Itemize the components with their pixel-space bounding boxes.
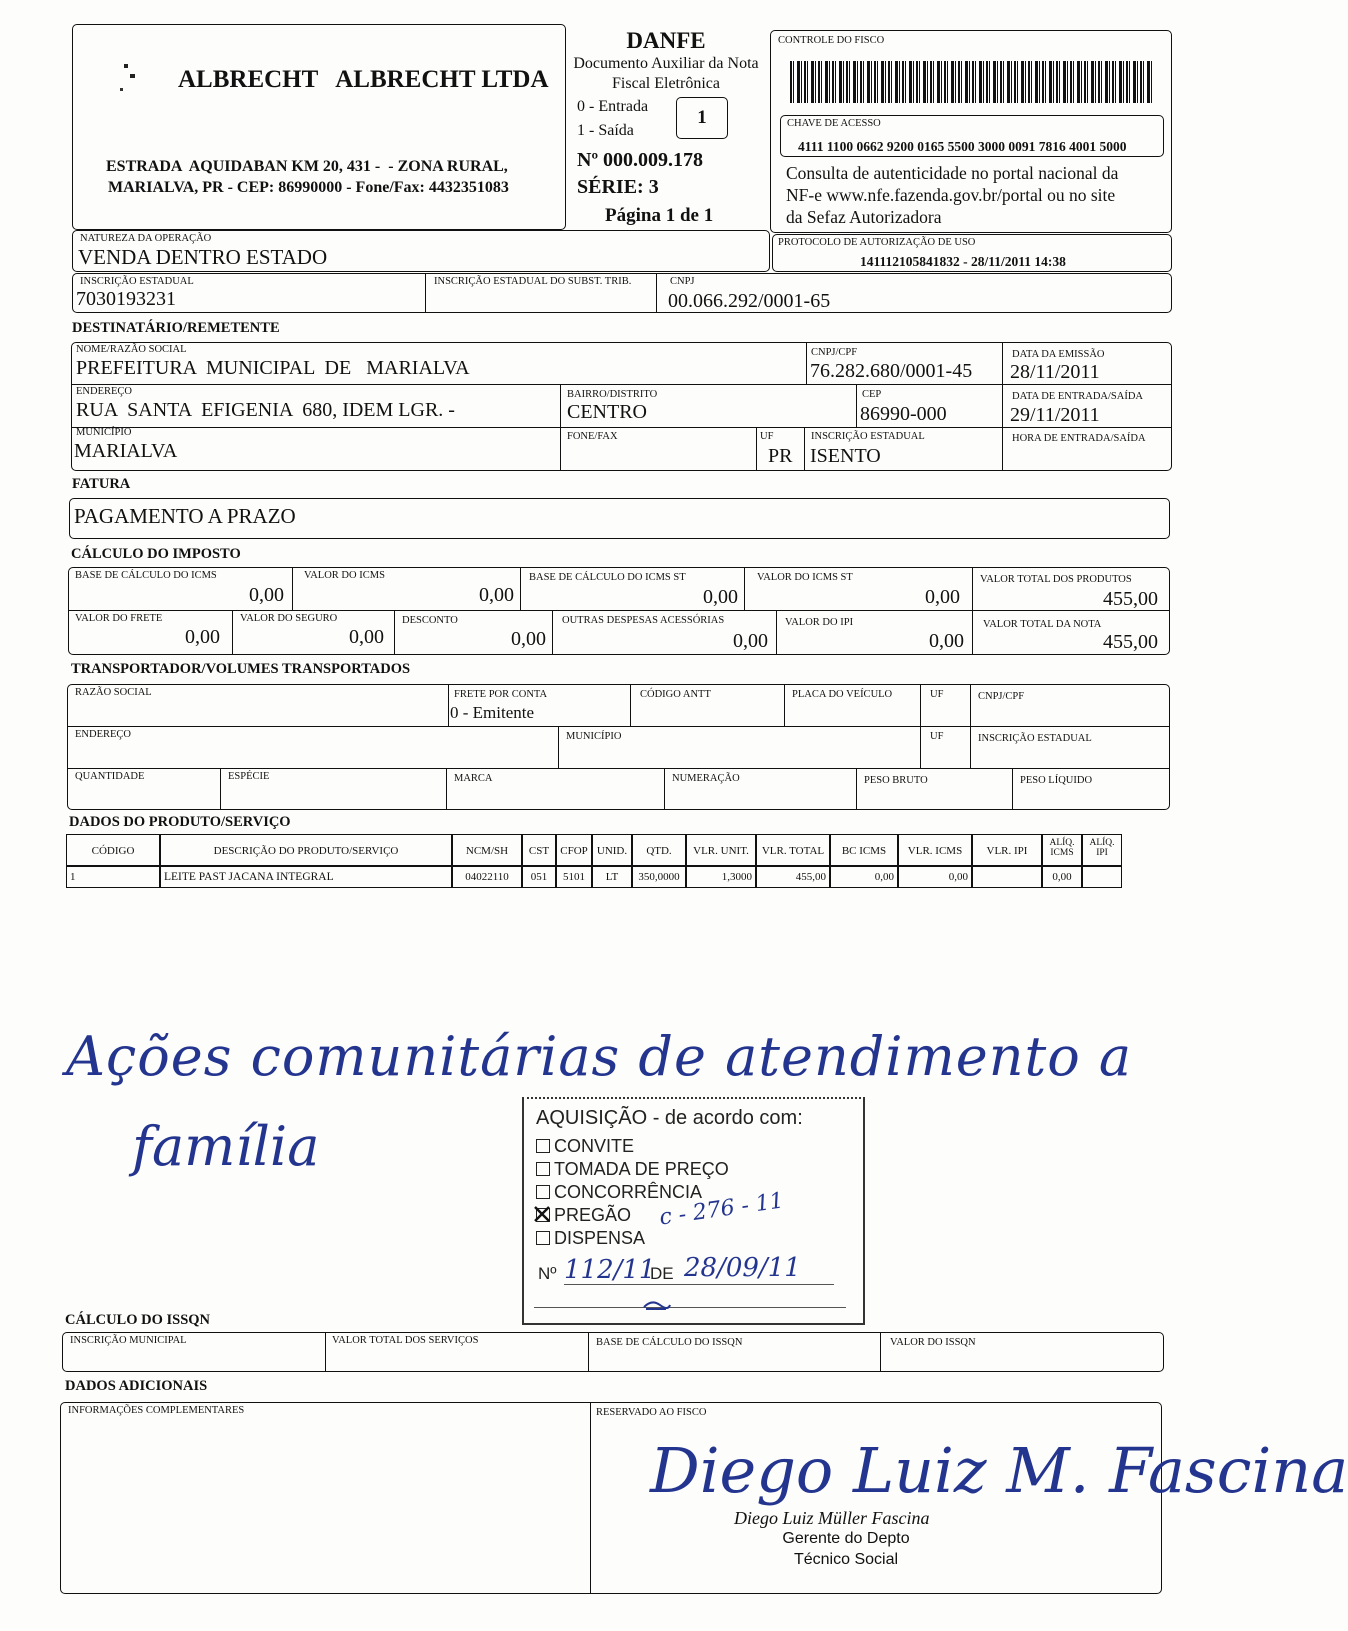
stamp-option-convite: CONVITE [536, 1136, 634, 1157]
imposto-title: CÁLCULO DO IMPOSTO [71, 546, 241, 562]
transp-peso-bruto-label: PESO BRUTO [864, 775, 928, 786]
base-st-label: BASE DE CÁLCULO DO ICMS ST [529, 572, 686, 583]
danfe-subtitle-1: Documento Auxiliar da Nota [573, 55, 759, 72]
th-cst: CST [522, 834, 556, 866]
signer-role-2: Técnico Social [793, 1551, 899, 1568]
th-vlr-icms: VLR. ICMS [898, 834, 972, 866]
transp-municipio-label: MUNICÍPIO [566, 731, 622, 742]
handwritten-line-2: família [132, 1115, 320, 1178]
handwritten-line-1: Ações comunitárias de atendimento a [66, 1025, 1133, 1088]
td-qtd: 350,0000 [632, 866, 686, 888]
td-aliq-ipi [1082, 866, 1122, 888]
td-descricao: LEITE PAST JACANA INTEGRAL [160, 866, 452, 888]
th-vlr-unit: VLR. UNIT. [686, 834, 756, 866]
ipi-value: 0,00 [929, 630, 964, 652]
th-aliq-icms: ALÍQ. ICMS [1042, 834, 1082, 866]
frete-label: VALOR DO FRETE [75, 613, 163, 624]
fatura-title: FATURA [72, 476, 131, 492]
company-name: ALBRECHT ALBRECHT LTDA [178, 66, 549, 93]
total-nota: 455,00 [1103, 631, 1158, 653]
td-unid: LT [592, 866, 632, 888]
transp-frete-label: FRETE POR CONTA [454, 689, 548, 700]
transp-cnpj-label: CNPJ/CPF [978, 691, 1025, 702]
dest-cep-label: CEP [862, 389, 882, 400]
total-produtos: 455,00 [1103, 588, 1158, 610]
transp-endereco-label: ENDEREÇO [75, 729, 131, 740]
th-unid: UNID. [592, 834, 632, 866]
emitter-box [72, 24, 566, 230]
dest-bairro-label: BAIRRO/DISTRITO [567, 389, 658, 400]
th-qtd: QTD. [632, 834, 686, 866]
td-cfop: 5101 [556, 866, 592, 888]
transp-marca-label: MARCA [454, 773, 493, 784]
protocolo-label: PROTOCOLO DE AUTORIZAÇÃO DE USO [778, 237, 976, 248]
dest-emissao-label: DATA DA EMISSÃO [1012, 349, 1105, 360]
dest-nome-label: NOME/RAZÃO SOCIAL [76, 344, 187, 355]
signer-name: Diego Luiz Müller Fascina [734, 1508, 930, 1528]
dest-municipio: MARIALVA [74, 440, 178, 462]
dest-endereco-label: ENDEREÇO [76, 386, 132, 397]
dest-entrada-label: DATA DE ENTRADA/SAÍDA [1012, 391, 1143, 402]
transp-razao-label: RAZÃO SOCIAL [75, 687, 152, 698]
dest-cnpj: 76.282.680/0001-45 [810, 360, 973, 382]
barcode [790, 61, 1152, 103]
transportador-title: TRANSPORTADOR/VOLUMES TRANSPORTADOS [71, 661, 411, 677]
dest-uf: PR [768, 445, 793, 467]
cnpj-value: 00.066.292/0001-65 [668, 290, 831, 312]
invoice-number: Nº 000.009.178 [577, 149, 704, 171]
td-codigo: 1 [66, 866, 160, 888]
ipi-label: VALOR DO IPI [785, 617, 854, 628]
td-ncm: 04022110 [452, 866, 522, 888]
td-bc-icms: 0,00 [830, 866, 898, 888]
transp-antt-label: CÓDIGO ANTT [640, 689, 711, 700]
total-nota-label: VALOR TOTAL DA NOTA [983, 619, 1102, 630]
dest-entrada: 29/11/2011 [1010, 404, 1100, 426]
td-vlr-unit: 1,3000 [686, 866, 756, 888]
dest-ie: ISENTO [810, 445, 881, 467]
transp-especie-label: ESPÉCIE [228, 771, 270, 782]
ie-label: INSCRIÇÃO ESTADUAL [80, 276, 194, 287]
dest-endereco: RUA SANTA EFIGENIA 680, IDEM LGR. - [76, 399, 455, 421]
td-vlr-icms: 0,00 [898, 866, 972, 888]
destinatario-title: DESTINATÁRIO/REMETENTE [72, 320, 280, 336]
saida-option: 1 - Saída [577, 122, 634, 139]
issqn-valor-label: VALOR DO ISSQN [890, 1337, 976, 1348]
valor-st: 0,00 [925, 586, 960, 608]
emitter-address-2: MARIALVA, PR - CEP: 86990000 - Fone/Fax: 4432351083 [108, 179, 509, 196]
total-produtos-label: VALOR TOTAL DOS PRODUTOS [980, 574, 1132, 585]
stamp-scribble [642, 1299, 672, 1313]
transp-peso-liquido-label: PESO LÍQUIDO [1020, 775, 1093, 786]
dest-emissao: 28/11/2011 [1010, 361, 1100, 383]
info-complementares-label: INFORMAÇÕES COMPLEMENTARES [68, 1405, 245, 1416]
th-vlr-ipi: VLR. IPI [972, 834, 1042, 866]
danfe-subtitle-2: Fiscal Eletrônica [612, 75, 720, 92]
stamp-handwritten-note: c - 276 - 11 [657, 1188, 786, 1231]
stamp-title: AQUISIÇÃO - de acordo com: [536, 1107, 803, 1129]
stamp-de-label: DE [650, 1264, 674, 1283]
seguro-value: 0,00 [349, 626, 384, 648]
issqn-base-label: BASE DE CÁLCULO DO ISSQN [596, 1337, 743, 1348]
stamp-option-tomada: TOMADA DE PREÇO [536, 1159, 729, 1180]
transportador-box [67, 684, 1170, 810]
td-vlr-total: 455,00 [756, 866, 830, 888]
ie-st-label: INSCRIÇÃO ESTADUAL DO SUBST. TRIB. [434, 276, 632, 287]
controle-label: CONTROLE DO FISCO [778, 35, 885, 46]
th-cfop: CFOP [556, 834, 592, 866]
produtos-title: DADOS DO PRODUTO/SERVIÇO [69, 814, 291, 830]
logo-specks [116, 62, 146, 102]
issqn-title: CÁLCULO DO ISSQN [65, 1312, 211, 1328]
stamp-option-pregao: PREGÃO [536, 1205, 631, 1226]
stamp-option-concorrencia: CONCORRÊNCIA [536, 1182, 702, 1203]
entrada-option: 0 - Entrada [577, 98, 649, 115]
base-icms-label: BASE DE CÁLCULO DO ICMS [75, 570, 217, 581]
td-aliq-icms: 0,00 [1042, 866, 1082, 888]
issqn-total-label: VALOR TOTAL DOS SERVIÇOS [332, 1335, 479, 1346]
base-icms: 0,00 [249, 584, 284, 606]
invoice-series: SÉRIE: 3 [577, 176, 659, 198]
checkbox-icon [536, 1139, 550, 1153]
consulta-2: NF-e www.nfe.fazenda.gov.br/portal ou no site [786, 185, 1116, 205]
stamp-data: 28/09/11 [684, 1253, 801, 1283]
stamp-numero: 112/11 [564, 1255, 656, 1285]
valor-icms: 0,00 [479, 584, 514, 606]
chave-acesso: 4111 1100 0662 9200 0165 5500 3000 0091 7816 4001 5000 [798, 139, 1127, 154]
transp-ie-label: INSCRIÇÃO ESTADUAL [978, 733, 1092, 744]
dest-municipio-label: MUNICÍPIO [76, 427, 132, 438]
transp-placa-label: PLACA DO VEÍCULO [792, 689, 893, 700]
consulta-1: Consulta de autenticidade no portal nacional da [786, 163, 1119, 183]
dest-hora-label: HORA DE ENTRADA/SAÍDA [1012, 433, 1146, 444]
dest-bairro: CENTRO [567, 401, 647, 423]
th-aliq-ipi: ALÍQ. IPI [1082, 834, 1122, 866]
acquisition-stamp [522, 1097, 865, 1325]
transp-frete: 0 - Emitente [450, 703, 535, 722]
operation-type-box: 1 [676, 97, 728, 139]
ie-value: 7030193231 [76, 288, 176, 310]
dest-fone-label: FONE/FAX [567, 431, 618, 442]
th-vlr-total: VLR. TOTAL [756, 834, 830, 866]
dest-nome: PREFEITURA MUNICIPAL DE MARIALVA [76, 357, 470, 379]
valor-st-label: VALOR DO ICMS ST [757, 572, 853, 583]
adicionais-title: DADOS ADICIONAIS [65, 1378, 208, 1394]
th-ncm: NCM/SH [452, 834, 522, 866]
chave-label: CHAVE DE ACESSO [787, 118, 881, 129]
signature: Diego Luiz M. Fascina [650, 1434, 1348, 1507]
valor-icms-label: VALOR DO ICMS [304, 570, 385, 581]
checkbox-icon [536, 1231, 550, 1245]
stamp-option-dispensa: DISPENSA [536, 1228, 645, 1249]
th-bc-icms: BC ICMS [830, 834, 898, 866]
danfe-title: DANFE [626, 28, 706, 53]
checked-checkbox-icon [536, 1208, 550, 1222]
seguro-label: VALOR DO SEGURO [240, 613, 338, 624]
transp-numeracao-label: NUMERAÇÃO [672, 773, 740, 784]
stamp-numero-prefix: Nº [538, 1264, 557, 1283]
products-table [66, 834, 1170, 898]
th-descricao: DESCRIÇÃO DO PRODUTO/SERVIÇO [160, 834, 452, 866]
checkbox-icon [536, 1185, 550, 1199]
transp-uf-label: UF [930, 689, 944, 700]
natureza-label: NATUREZA DA OPERAÇÃO [80, 233, 212, 244]
desconto-label: DESCONTO [402, 615, 458, 626]
dest-ie-label: INSCRIÇÃO ESTADUAL [811, 431, 925, 442]
cnpj-label: CNPJ [670, 276, 695, 287]
outras-value: 0,00 [733, 630, 768, 652]
outras-label: OUTRAS DESPESAS ACESSÓRIAS [562, 615, 725, 626]
frete-value: 0,00 [185, 626, 220, 648]
th-codigo: CÓDIGO [66, 834, 160, 866]
protocolo-value: 141112105841832 - 28/11/2011 14:38 [860, 254, 1066, 269]
transp-quantidade-label: QUANTIDADE [75, 771, 145, 782]
consulta-3: da Sefaz Autorizadora [786, 207, 942, 227]
dest-uf-label: UF [760, 431, 774, 442]
issqn-im-label: INSCRIÇÃO MUNICIPAL [70, 1335, 187, 1346]
emitter-address-1: ESTRADA AQUIDABAN KM 20, 431 - - ZONA RURAL, [106, 158, 508, 175]
signer-role-1: Gerente do Depto [782, 1530, 910, 1547]
td-vlr-ipi [972, 866, 1042, 888]
dest-cep: 86990-000 [860, 403, 947, 425]
checkbox-icon [536, 1162, 550, 1176]
page-count: Página 1 de 1 [605, 205, 714, 226]
td-cst: 051 [522, 866, 556, 888]
desconto-value: 0,00 [511, 628, 546, 650]
base-st: 0,00 [703, 586, 738, 608]
dest-cnpj-label: CNPJ/CPF [811, 347, 858, 358]
natureza-value: VENDA DENTRO ESTADO [78, 245, 328, 269]
transp-uf2-label: UF [930, 731, 944, 742]
reservado-fisco-label: RESERVADO AO FISCO [596, 1407, 707, 1418]
fatura-texto: PAGAMENTO A PRAZO [74, 504, 296, 528]
